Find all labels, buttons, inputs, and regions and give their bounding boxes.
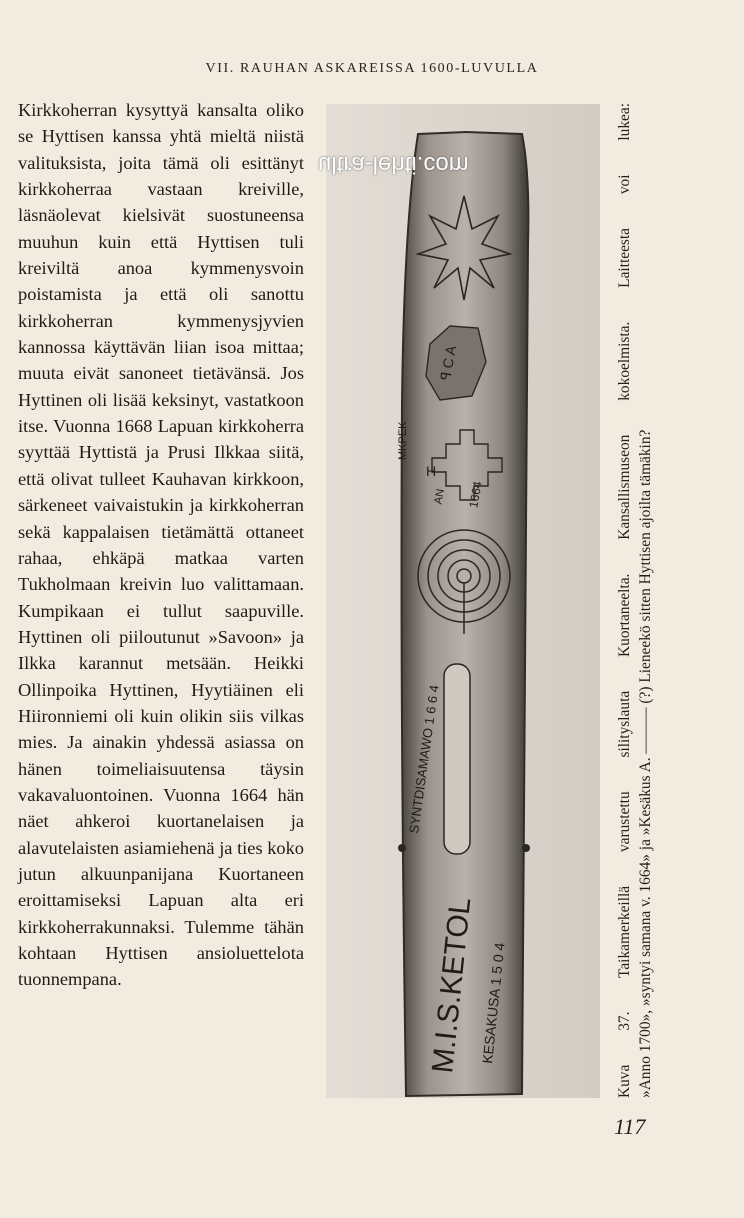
right-letters: MKPEK [397,421,409,460]
board-handle [444,664,470,854]
figure-photo [326,104,600,1098]
caption-line-2: »Anno 1700», »syntyi samana v. 1664» ja »Kesäkus A. ——— (?) Lieneekö sitten Hyttisen ajoilta tämäkin? [637,429,654,1098]
long-inscription: SYNTDISAMAWO 1 6 6 4 [406,684,442,835]
cross-letter: H [426,463,437,479]
handle-pin-left [398,844,406,852]
running-head: VII. RAUHAN ASKAREISSA 1600-LUVULLA [205,61,539,76]
page-number: 117 [614,1114,646,1139]
bottom-date: KESAKUSA 1 5 0 4 [479,941,508,1065]
handle-pin-right [522,844,530,852]
cross-year: 1664 [466,480,485,509]
body-paragraph: Kirkkoherran kysyttyä kansalta oliko se Hyttisen kanssa yhtä mieltä niistä valituksista, joita tämä oli esittänyt kirkkoherraa vastaan kreiville, läsnäolevat kielsivät suostuneensa muuhun kuin että Hyttisen tuli kreiviltä anoa kymmenysvoin poistamista ja että oli sanottu kirkkoherran kymmenysjyvien kannossa käyttävän liian isoa mittaa; muuta eivät sanoneet tietävänsä. Jos Hyttinen oli lisää keksinyt, vastatkoon itse. Vuonna 1668 Lapuan kirkkoherra syyttää Hyttistä ja Prusi Ilkkaa siitä, että olivat tulleet Kauhavan kirkkoon, särkeneet vaivaistukin ja kirkkoherran sekä kappalaisen tietämättä ottaneet rahaa, ehkäpä matkaa varten Tukholmaan kreivin luo valittamaan. Kumpikaan ei tullut saapuville. Hyttinen oli piiloutunut »Savoon» ja Ilkka karannut metsään. Heikki Ollinpoika Hyttinen, Hyytiäinen eli Hiironniemi oli kuin olikin siis vilkas mies. Ja ainakin yhdessä asiassa on hänen toimeliaisuutensa täysin vakavaluontoinen. Vuonna 1664 hän näet ahkeroi kuortanelaisen ja alavutelaisten asiamiehenä ja ties koko jutun alkuunpanijana Kuortaneen eroittamiseksi Lapuan alta eri kirkkoherrakunnaksi. Tulemme tähän kohtaan Hyttisen ansioluettelota tuonnempana. [18,100,304,990]
left-letters: AN [432,488,447,506]
figure-caption [614,103,656,1098]
hexagon-letters: ꟼ C A [437,344,460,382]
caption-line-1: Kuva 37. Taikamerkeillä varustettu silityslauta Kuortaneelta. Kansallismuseon kokoelmista. Laitteesta voi lukea: [616,103,633,1098]
bottom-initials: M.I.S.KETOL [426,896,478,1075]
watermark: ultra-lehti.com [318,151,469,178]
ironing-board-illustration [326,104,600,1098]
